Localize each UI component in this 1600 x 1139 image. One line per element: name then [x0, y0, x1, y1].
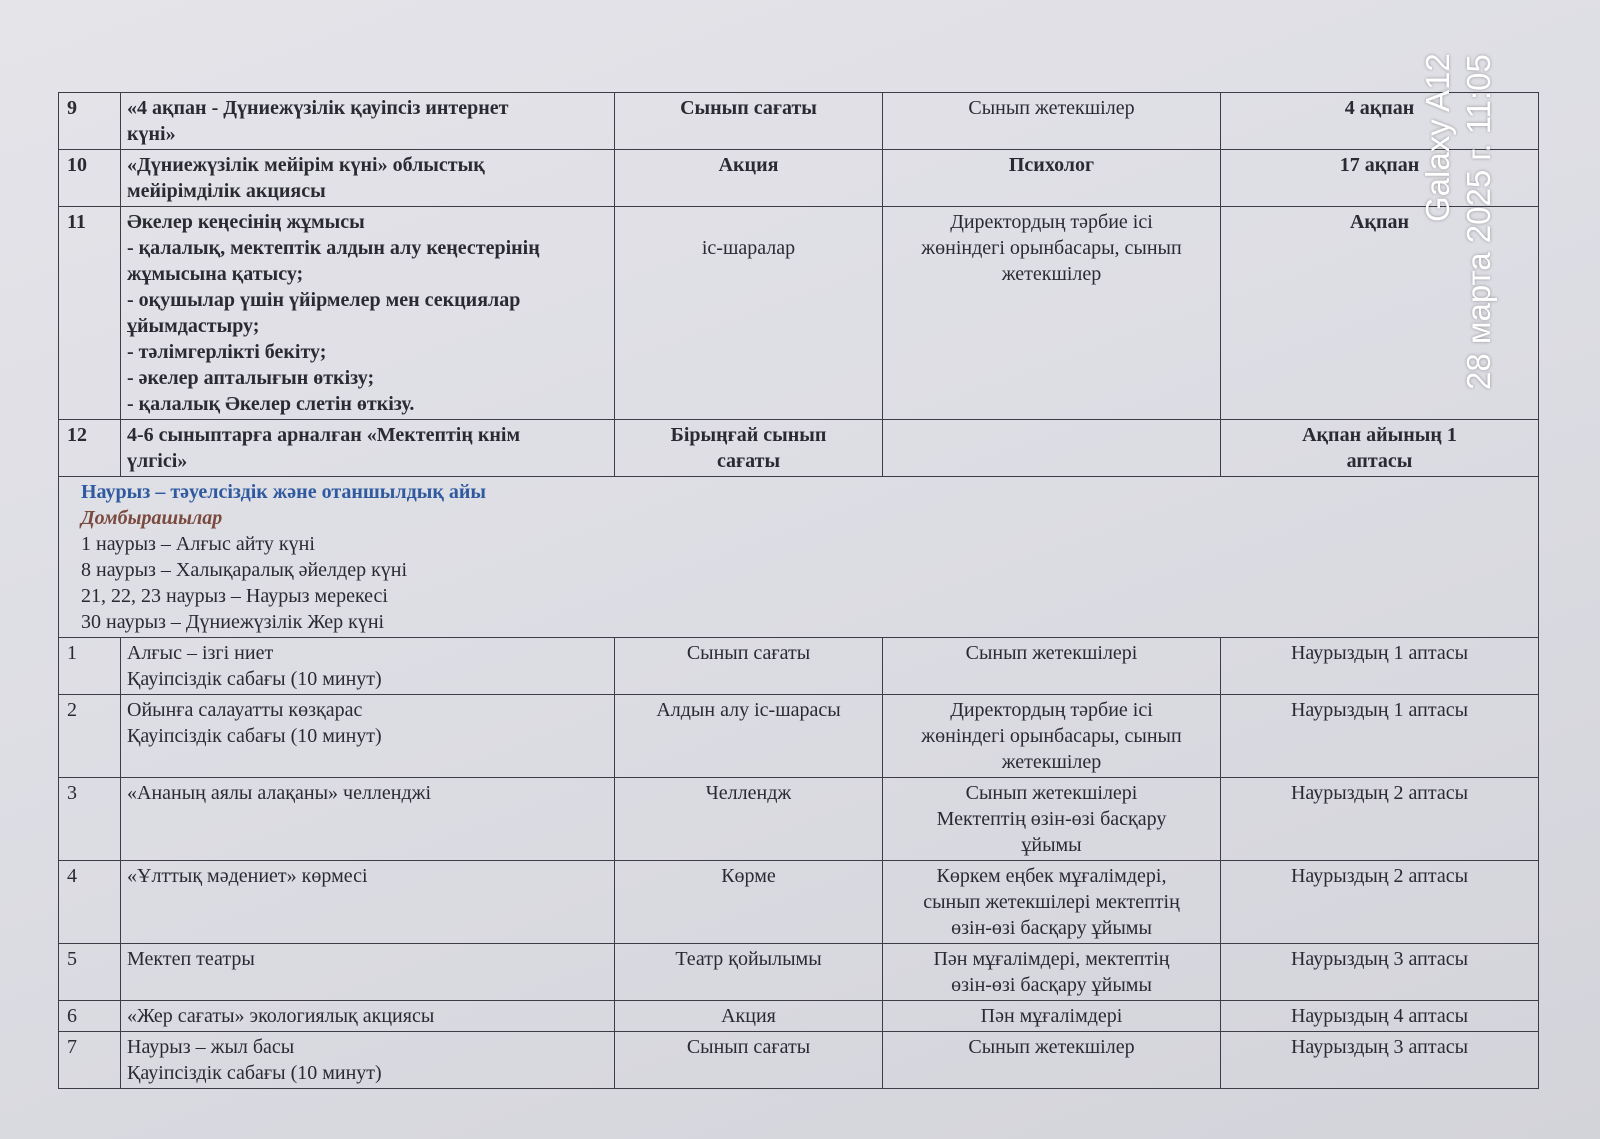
row-number: 9 [59, 93, 121, 150]
responsible-cell: Сынып жетекшілері [883, 638, 1221, 695]
table-row [59, 150, 1539, 207]
row-number: 4 [59, 861, 121, 944]
form-cell: Көрме [615, 861, 883, 944]
table-row [59, 93, 1539, 150]
form-cell: Сынып сағаты [615, 1032, 883, 1089]
form-cell: Челлендж [615, 778, 883, 861]
form-cell: Акция [615, 150, 883, 207]
event-cell: 4-6 сыныптарға арналған «Мектептің кнім үлгісі» [121, 420, 615, 477]
row-number: 10 [59, 150, 121, 207]
table-row [59, 207, 1539, 420]
row-number: 5 [59, 944, 121, 1001]
capture-datetime: 28 марта 2025 г. 11:05 [1460, 54, 1497, 390]
camera-watermark [1418, 53, 1500, 390]
responsible-cell: Сынып жетекшілер [883, 93, 1221, 150]
row-number: 3 [59, 778, 121, 861]
event-cell: «Ананың аялы алақаны» челленджі [121, 778, 615, 861]
date-cell: Наурыздың 2 аптасы [1221, 778, 1539, 861]
date-cell: Наурыздың 3 аптасы [1221, 944, 1539, 1001]
section-line: 1 наурыз – Алғыс айту күні [81, 533, 315, 555]
responsible-cell: Пән мұғалімдері, мектептің өзін-өзі басқару ұйымы [883, 944, 1221, 1001]
date-cell: Наурыздың 3 аптасы [1221, 1032, 1539, 1089]
date-cell: Наурыздың 1 аптасы [1221, 695, 1539, 778]
section-row [59, 477, 1539, 638]
table-row [59, 695, 1539, 778]
responsible-cell: Сынып жетекшілері Мектептің өзін-өзі басқару ұйымы [883, 778, 1221, 861]
responsible-cell: Директордың тәрбие ісі жөніндегі орынбасары, сынып жетекшілер [883, 695, 1221, 778]
section-line: 21, 22, 23 наурыз – Наурыз мерекесі [81, 585, 388, 607]
event-cell: «Дүниежүзілік мейірім күні» облыстық мейірімділік акциясы [121, 150, 615, 207]
section-line: 30 наурыз – Дүниежүзілік Жер күні [81, 611, 385, 633]
responsible-cell: Психолог [883, 150, 1221, 207]
date-cell: Ақпан айының 1 аптасы [1221, 420, 1539, 477]
row-number: 7 [59, 1032, 121, 1089]
form-cell: іс-шаралар [615, 207, 883, 420]
row-number: 11 [59, 207, 121, 420]
event-cell: «Ұлттық мәдениет» көрмесі [121, 861, 615, 944]
table-row [59, 420, 1539, 477]
responsible-cell: Пән мұғалімдері [883, 1001, 1221, 1032]
table-row [59, 638, 1539, 695]
form-cell: Алдын алу іс-шарасы [615, 695, 883, 778]
date-cell: 4 ақпан [1221, 93, 1539, 150]
section-line: 8 наурыз – Халықаралық әйелдер күні [81, 559, 408, 581]
table-row [59, 861, 1539, 944]
table-row [59, 1001, 1539, 1032]
section-subtitle: Домбырашылар [81, 507, 223, 529]
table-row [59, 944, 1539, 1001]
row-number: 2 [59, 695, 121, 778]
date-cell: Ақпан [1221, 207, 1539, 420]
row-number: 12 [59, 420, 121, 477]
form-cell: Сынып сағаты [615, 638, 883, 695]
document-page [58, 92, 1538, 1089]
table-row [59, 1032, 1539, 1089]
date-cell: Наурыздың 4 аптасы [1221, 1001, 1539, 1032]
camera-model: Galaxy A12 [1419, 53, 1456, 222]
date-cell: Наурыздың 1 аптасы [1221, 638, 1539, 695]
responsible-cell: Директордың тәрбие ісі жөніндегі орынбасары, сынып жетекшілер [883, 207, 1221, 420]
section-title: Наурыз – тәуелсіздік және отаншылдық айы [81, 481, 487, 503]
event-cell: «Жер сағаты» экологиялық акциясы [121, 1001, 615, 1032]
event-cell: Наурыз – жыл басы Қауіпсіздік сабағы (10 минут) [121, 1032, 615, 1089]
row-number: 1 [59, 638, 121, 695]
plan-table [58, 92, 1539, 1089]
event-cell: Әкелер кеңесінің жұмысы - қалалық, мектептік алдын алу кеңестерінің жұмысына қатысу; - оқушылар үшін үйірмелер мен секциялар ұйымдастыру; - тәлімгерлікті бекіту; - әкелер апталығын өткізу; - қалалық Әкелер слетін өткізу. [121, 207, 615, 420]
form-cell: Сынып сағаты [615, 93, 883, 150]
section-cell [59, 477, 1539, 638]
responsible-cell [883, 420, 1221, 477]
event-cell: «4 ақпан - Дүниежүзілік қауіпсіз интернет күні» [121, 93, 615, 150]
event-cell: Ойынға салауатты көзқарас Қауіпсіздік сабағы (10 минут) [121, 695, 615, 778]
row-number: 6 [59, 1001, 121, 1032]
event-cell: Алғыс – ізгі ниет Қауіпсіздік сабағы (10 минут) [121, 638, 615, 695]
responsible-cell: Көркем еңбек мұғалімдері, сынып жетекшілері мектептің өзін-өзі басқару ұйымы [883, 861, 1221, 944]
event-cell: Мектеп театры [121, 944, 615, 1001]
date-cell: Наурыздың 2 аптасы [1221, 861, 1539, 944]
form-cell: Бірыңғай сынып сағаты [615, 420, 883, 477]
form-cell: Акция [615, 1001, 883, 1032]
responsible-cell: Сынып жетекшілер [883, 1032, 1221, 1089]
form-cell: Театр қойылымы [615, 944, 883, 1001]
date-cell: 17 ақпан [1221, 150, 1539, 207]
table-row [59, 778, 1539, 861]
